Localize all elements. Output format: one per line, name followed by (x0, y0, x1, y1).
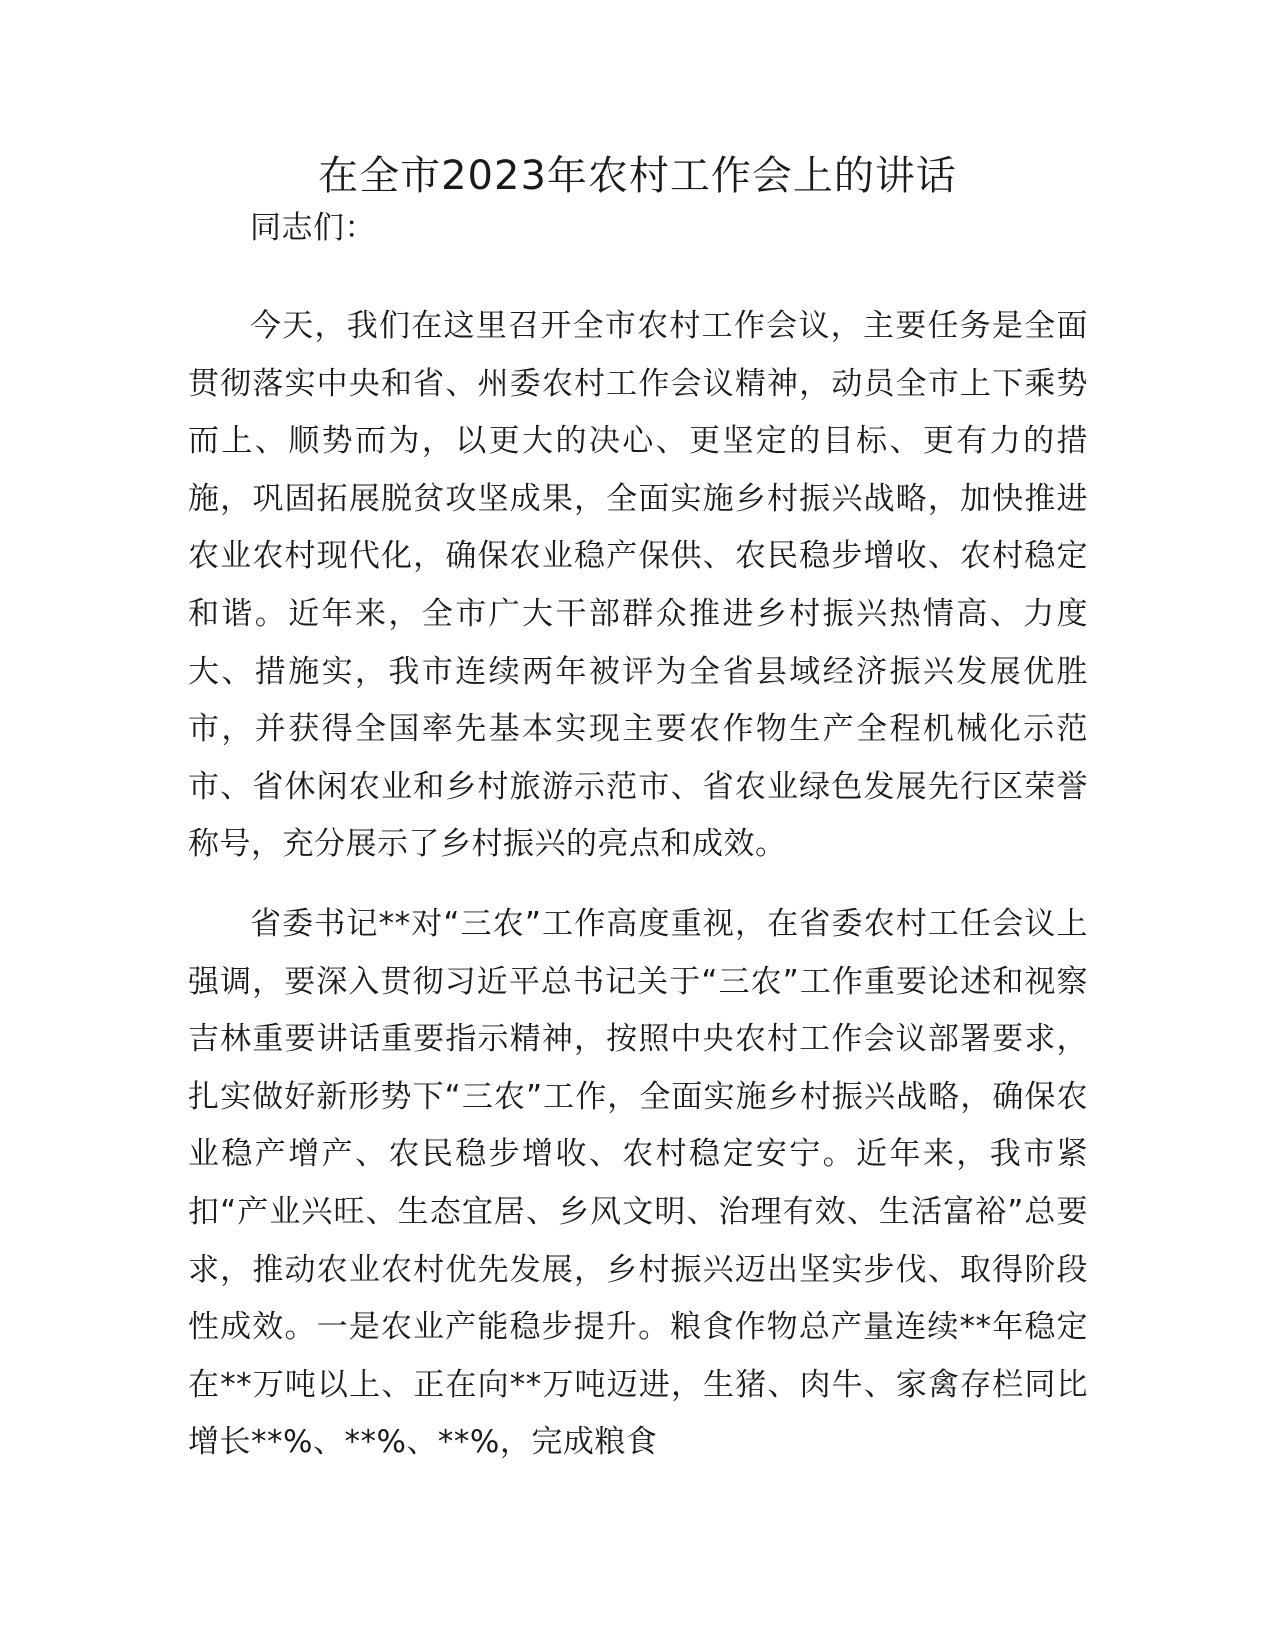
greeting: 同志们： (250, 210, 376, 246)
document-title: 在全市2023年农村工作会上的讲话 (318, 153, 957, 199)
paragraph-2: 省委书记**对“三农”工作高度重视，在省委农村工任会议上强调，要深入贯彻习近平总书记关于“三农”工作重要论述和视察吉林重要讲话重要指示精神，按照中央农村工作会议部署要求，扎实做好新形势下“三农”工作，全面实施乡村振兴战略，确保农业稳产增产、农民稳步增收、农村稳定安宁。近年来，我市紧扣“产业兴旺、生态宜居、乡风文明、治理有效、生活富裕”总要求，推动农业农村优先发展，乡村振兴迈出坚实步伐、取得阶段性成效。一是农业产能稳步提升。粮食作物总产量连续**年稳定在**万吨以上、正在向**万吨迈进，生猪、肉牛、家禽存栏同比增长**%、**%、**%，完成粮食 (188, 906, 1088, 1461)
paragraph-1: 今天，我们在这里召开全市农村工作会议，主要任务是全面贯彻落实中央和省、州委农村工作会议精神，动员全市上下乘势而上、顺势而为，以更大的决心、更坚定的目标、更有力的措施，巩固拓展脱贫攻坚成果，全面实施乡村振兴战略，加快推进农业农村现代化，确保农业稳产保供、农民稳步增收、农村稳定和谐。近年来，全市广大干部群众推进乡村振兴热情高、力度大、措施实，我市连续两年被评为全省县域经济振兴发展优胜市，并获得全国率先基本实现主要农作物生产全程机械化示范市、省休闲农业和乡村旅游示范市、省农业绿色发展先行区荣誉称号，充分展示了乡村振兴的亮点和成效。 (188, 308, 1088, 863)
